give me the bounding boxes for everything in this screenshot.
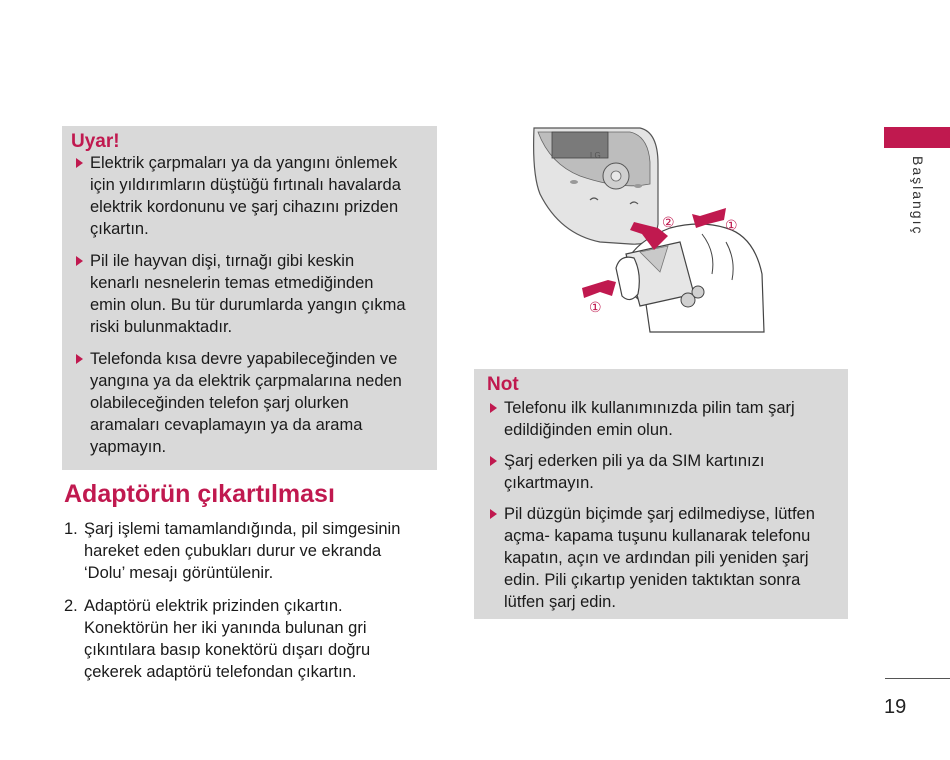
section-tab-label: Başlangıç <box>910 156 926 236</box>
note-box <box>474 369 848 619</box>
page-number-rule <box>885 678 950 679</box>
bullet-arrow-icon <box>76 256 83 266</box>
thumb <box>616 257 639 299</box>
warning-bullet-3: Telefonda kısa devre yapabileceğinden ve yangına ya da elektrik çarpmalarına neden olabileceğinden telefon şarj olurken aramaları cevaplamayın ya da arama yapmayın. <box>90 348 430 458</box>
step-2: 2. Adaptörü elektrik prizinden çıkartın. Konektörün her iki yanında bulunan gri çıkıntılara basıp konektörü dışarı doğru çekerek adaptörü telefondan çıkartın. <box>64 597 371 681</box>
warning-box <box>62 126 437 470</box>
arrow-right-icon <box>582 280 616 298</box>
step-number: 1. <box>64 520 78 538</box>
phone-adapter-illustration <box>530 124 770 334</box>
warning-bullet-1: Elektrik çarpmaları ya da yangını önlemek için yıldırımların düştüğü fırtınalı havalarda elektrik kordonunu ve şarj cihazını prizden çıkartın. <box>90 152 430 240</box>
section-heading: Adaptörün çıkartılması <box>64 480 335 508</box>
note-title: Not <box>487 374 519 395</box>
page-number: 19 <box>884 696 907 718</box>
marker-1-left: ① <box>589 299 602 315</box>
note-bullet-2: Şarj ederken pili ya da SIM kartınızı çıkartmayın. <box>504 450 844 494</box>
bullet-arrow-icon <box>490 403 497 413</box>
step-number: 2. <box>64 597 78 615</box>
bullet-arrow-icon <box>76 158 83 168</box>
phone-logo: LG <box>590 151 601 160</box>
warning-bullet-2: Pil ile hayvan dişi, tırnağı gibi keskin kenarlı nesnelerin temas etmediğinden emin olun. Bu tür durumlarda yangın çıkma riski bulunmaktadır. <box>90 250 430 338</box>
note-bullet-1: Telefonu ilk kullanımınızda pilin tam şarj edildiğinden emin olun. <box>504 397 844 441</box>
marker-2: ② <box>662 214 675 230</box>
note-bullet-3: Pil düzgün biçimde şarj edilmediyse, lütfen açma- kapama tuşunu kullanarak telefonu kapatın, açın ve ardından pili yeniden şarj edin. Pili çıkartıp yeniden taktıktan sonra lütfen şarj edin. <box>504 503 844 613</box>
bullet-arrow-icon <box>490 509 497 519</box>
step-1: 1. Şarj işlemi tamamlandığında, pil simgesinin hareket eden çubukları durur ve ekranda ‘Dolu’ mesajı görüntülenir. <box>64 520 401 582</box>
marker-1-right: ① <box>725 217 738 233</box>
bullet-arrow-icon <box>76 354 83 364</box>
warning-title: Uyar! <box>71 131 120 152</box>
section-tab-marker <box>884 127 950 148</box>
bullet-arrow-icon <box>490 456 497 466</box>
